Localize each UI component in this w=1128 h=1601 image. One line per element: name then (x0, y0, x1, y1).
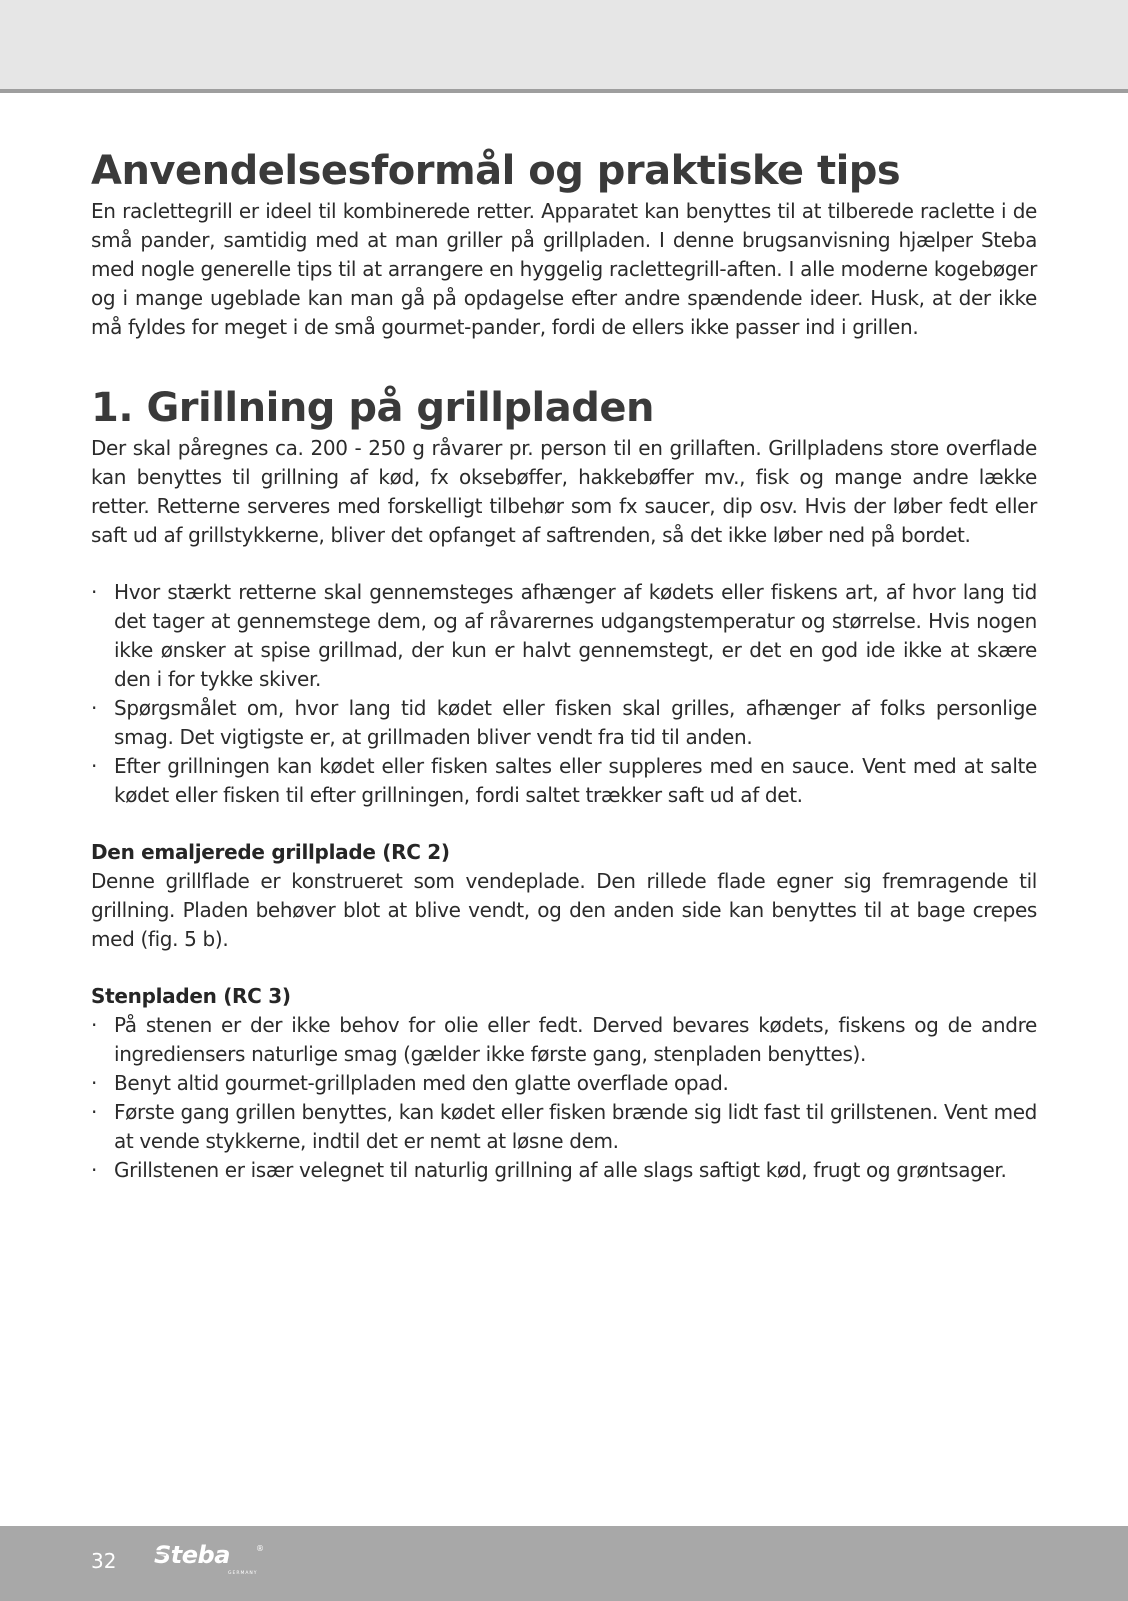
list-item: · Efter grillningen kan kødet eller fisken saltes eller suppleres med en sauce. Vent med at salte kødet eller fisken til efter grillningen, fordi saltet trækker saft ud af det. (91, 752, 1037, 810)
intro-paragraph: En raclettegrill er ideel til kombinerede retter. Apparatet kan benyttes til at tilberede raclette i de små pander, samtidig med at man griller på grillpladen. I denne brugsanvisning hjælper Steba med nogle generelle tips til at arrangere en hyggelig raclettegrill-aften. I alle moderne kogebøger og i mange ugeblade kan man gå på opdagelse efter andre spændende ideer. Husk, at der ikke må fyldes for meget i de små gourmet-pander, fordi de ellers ikke passer ind i grillen. (91, 199, 1037, 339)
header-band (0, 0, 1128, 89)
svg-text:GERMANY: GERMANY (228, 1571, 258, 1576)
footer-bar (0, 1526, 1128, 1601)
list-item: · Hvor stærkt retterne skal gennemsteges afhænger af kødets eller fiskens art, af hvor lang tid det tager at gennemstege dem, og af råvarernes udgangstemperatur og størrelse. Hvis nogen ikke ønsker at spise grillmad, der kun er halvt gennemstegt, er det en god ide ikke at skære den i for tykke skiver. (91, 578, 1037, 694)
list-item: · Grillstenen er især velegnet til naturlig grillning af alle slags saftigt kød, frugt og grøntsager. (91, 1156, 1037, 1185)
grilling-bullet-list (91, 578, 1037, 810)
list-item: · Benyt altid gourmet-grillpladen med den glatte overflade opad. (91, 1069, 1037, 1098)
header-rule (0, 89, 1128, 93)
stone-plate-bullet-list (91, 1011, 1037, 1185)
subheading-enamel-plate: Den emaljerede grillplade (RC 2) (91, 840, 450, 864)
list-item: · Spørgsmålet om, hvor lang tid kødet eller fisken skal grilles, afhænger af folks personlige smag. Det vigtigste er, at grillmaden bliver vendt fra tid til anden. (91, 694, 1037, 752)
grilling-paragraph: Der skal påregnes ca. 200 - 250 g råvarer pr. person til en grillaften. Grillpladens store overflade kan benyttes til grillning af kød, fx oksebøffer, hakkebøffer mv., fisk og mange andre lække retter. Retterne serveres med forskelligt tilbehør som fx saucer, dip osv. Hvis der løber fedt eller saft ud af grillstykkerne, bliver det opfanget af saftrenden, så det ikke løber ned på bordet. (91, 436, 1037, 547)
list-item: · Første gang grillen benyttes, kan kødet eller fisken brænde sig lidt fast til grillstenen. Vent med at vende stykkerne, indtil det er nemt at løsne dem. (91, 1098, 1037, 1156)
page-number: 32 (91, 1549, 117, 1573)
page-content (91, 145, 1037, 1185)
svg-text:®: ® (256, 1544, 264, 1553)
section-title-usage: Anvendelsesformål og praktiske tips (91, 148, 901, 194)
subheading-stone-plate: Stenpladen (RC 3) (91, 984, 291, 1008)
enamel-plate-paragraph: Denne grillflade er konstrueret som vendeplade. Den rillede flade egner sig fremragende til grillning. Pladen behøver blot at blive vendt, og den anden side kan benyttes til at bage crepes med (fig. 5 b). (91, 869, 1037, 951)
svg-text:Steba: Steba (154, 1541, 230, 1569)
section-title-grilling: 1. Grillning på grillpladen (91, 385, 654, 431)
steba-logo (152, 1540, 270, 1578)
list-item: · På stenen er der ikke behov for olie eller fedt. Derved bevares kødets, fiskens og de andre ingrediensers naturlige smag (gælder ikke første gang, stenpladen benyttes). (91, 1011, 1037, 1069)
